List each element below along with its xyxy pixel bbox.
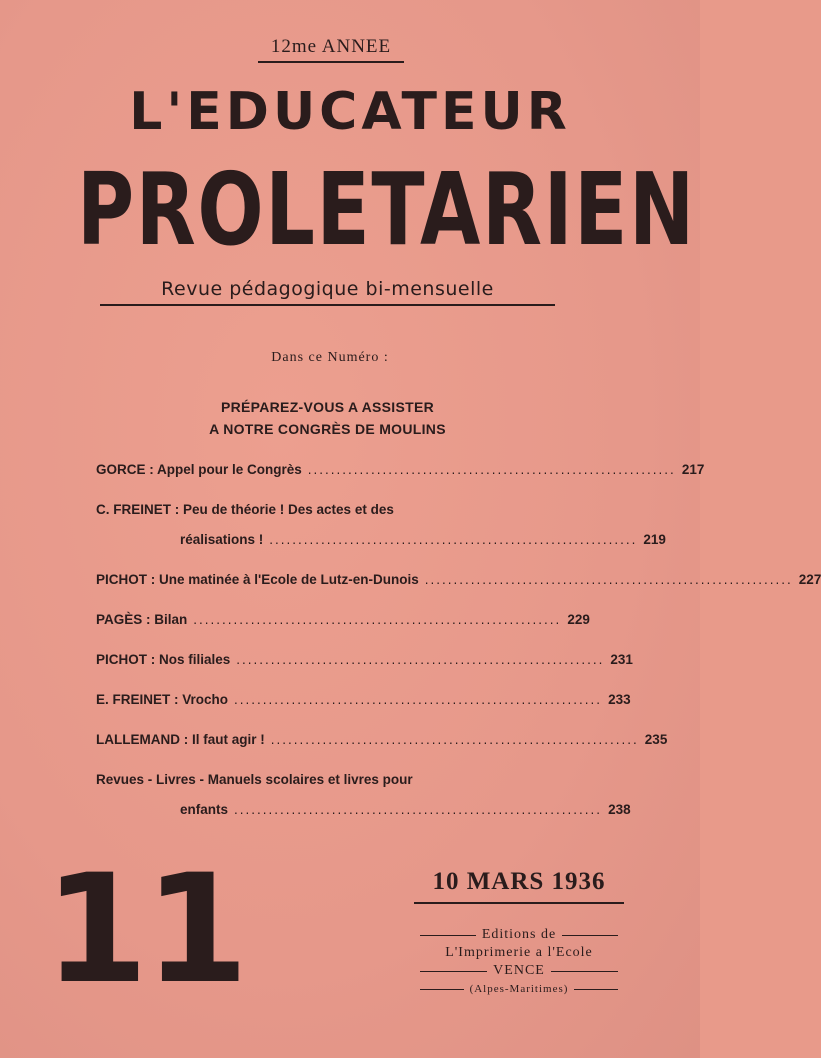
toc-dot-leader: ................................................................: [270, 732, 639, 747]
divider: [420, 989, 464, 990]
toc-entry-text-line-1: C. FREINET : Peu de théorie ! Des actes et des: [96, 502, 394, 517]
headline-line-2: A NOTRE CONGRÈS DE MOULINS: [209, 421, 446, 437]
toc-entry: [96, 652, 633, 672]
publisher-line-4: (Alpes-Maritimes): [469, 983, 569, 995]
headline-line-1: PRÉPAREZ-VOUS A ASSISTER: [220, 399, 435, 415]
publisher-block: [414, 926, 624, 998]
toc-dot-leader: ................................................................: [234, 692, 603, 707]
toc-entry: [96, 612, 590, 632]
issue-date: 10 MARS 1936: [414, 868, 624, 904]
publisher-line-2: L'Imprimerie a l'Ecole: [445, 945, 593, 960]
toc-entry: [96, 502, 666, 552]
publisher-line-3: VENCE: [493, 963, 545, 978]
divider: [562, 935, 618, 936]
toc-entry: [96, 462, 705, 482]
toc-entry: [96, 692, 631, 712]
title-line-1: L'EDUCATEUR: [129, 82, 571, 142]
toc-dot-leader: ................................................................: [269, 532, 638, 547]
toc-entry-text-line-2: réalisations !: [180, 532, 264, 547]
toc-entry-text: PICHOT : Nos filiales: [96, 652, 231, 667]
toc-page-number: 217: [681, 462, 705, 477]
toc-dot-leader: ................................................................: [424, 572, 793, 587]
toc-page-number: 233: [608, 692, 631, 707]
toc-entry: [96, 732, 668, 752]
title-line-2: PROLETARIEN: [77, 151, 696, 268]
toc-entry-text: LALLEMAND : Il faut agir !: [96, 732, 265, 747]
headline: [0, 396, 655, 440]
toc-dot-leader: ................................................................: [234, 802, 603, 817]
toc-entry: [96, 572, 821, 592]
divider: [574, 989, 618, 990]
divider: [551, 971, 618, 972]
contents-intro: Dans ce Numéro :: [271, 350, 389, 365]
toc-dot-leader: ................................................................: [236, 652, 605, 667]
toc-page-number: 227: [798, 572, 821, 587]
publisher-line-1: Editions de: [481, 927, 557, 942]
divider: [420, 935, 476, 936]
year-label: 12me ANNEE: [258, 36, 404, 63]
toc-dot-leader: ................................................................: [307, 462, 676, 477]
toc-entry-text: GORCE : Appel pour le Congrès: [96, 462, 302, 477]
toc-entry-text: PICHOT : Une matinée à l'Ecole de Lutz-en-Dunois: [96, 572, 419, 587]
toc-page-number: 219: [643, 532, 666, 547]
toc-entry-text: PAGÈS : Bilan: [96, 612, 188, 627]
toc-page-number: 231: [610, 652, 633, 667]
table-of-contents: [96, 462, 821, 842]
toc-entry-text-line-2: enfants: [180, 802, 229, 817]
toc-page-number: 238: [608, 802, 631, 817]
toc-entry: [96, 772, 631, 822]
toc-dot-leader: ................................................................: [193, 612, 562, 627]
divider: [420, 971, 487, 972]
subtitle: Revue pédagogique bi-mensuelle: [100, 278, 555, 306]
toc-entry-text: E. FREINET : Vrocho: [96, 692, 229, 707]
toc-page-number: 229: [567, 612, 590, 627]
toc-entry-text-line-1: Revues - Livres - Manuels scolaires et livres pour: [96, 772, 413, 787]
toc-page-number: 235: [644, 732, 668, 747]
issue-number: 11: [44, 843, 245, 1017]
